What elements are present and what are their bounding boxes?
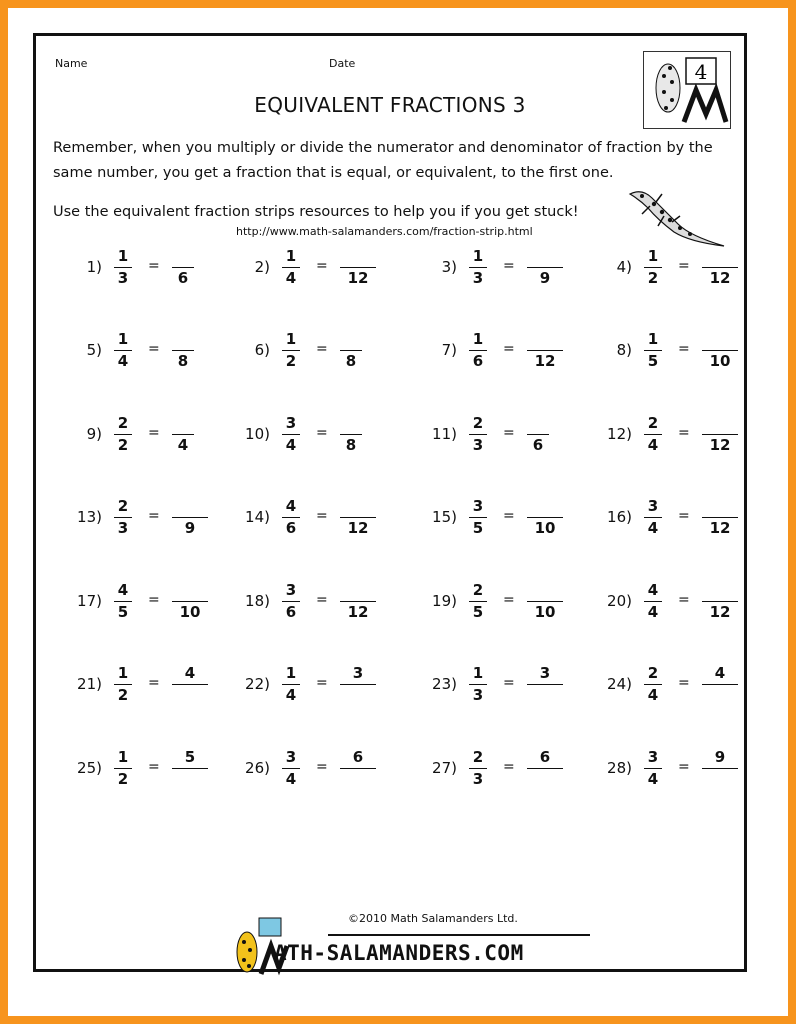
given-denominator: 5: [647, 352, 659, 370]
answer-fraction[interactable]: [527, 329, 563, 372]
answer-numerator[interactable]: [702, 246, 738, 267]
answer-numerator[interactable]: [340, 496, 376, 517]
given-fraction: [280, 413, 302, 456]
equals-sign: =: [148, 425, 160, 441]
answer-numerator[interactable]: [340, 329, 362, 350]
equals-sign: =: [503, 258, 515, 274]
answer-fraction[interactable]: [340, 580, 376, 623]
answer-numerator[interactable]: 6: [539, 748, 551, 766]
equals-sign: =: [678, 675, 690, 691]
instruction-line-1: Remember, when you multiply or divide the numerator and denominator of fraction by the: [53, 140, 713, 156]
given-fraction: [642, 580, 664, 623]
given-denominator: 2: [285, 352, 297, 370]
equals-sign: =: [316, 508, 328, 524]
answer-fraction[interactable]: [527, 663, 563, 706]
answer-fraction[interactable]: [702, 580, 738, 623]
problem-item: [204, 496, 374, 546]
given-numerator: 1: [117, 748, 129, 766]
given-fraction: [280, 246, 302, 289]
problem-item: [36, 413, 206, 463]
given-numerator: 1: [472, 664, 484, 682]
answer-fraction[interactable]: [527, 747, 563, 790]
problem-number: 25): [77, 759, 102, 777]
given-fraction: [467, 580, 489, 623]
problem-number: 7): [441, 341, 457, 359]
problem-item: [36, 747, 206, 797]
problem-number: 22): [245, 675, 270, 693]
given-fraction: [280, 747, 302, 790]
given-fraction: [280, 580, 302, 623]
equals-sign: =: [678, 425, 690, 441]
problem-item: [566, 413, 736, 463]
given-denominator: 4: [647, 770, 659, 788]
answer-fraction[interactable]: [340, 663, 376, 706]
answer-denominator[interactable]: [527, 769, 563, 790]
answer-fraction[interactable]: [340, 747, 376, 790]
date-label: Date: [329, 57, 356, 70]
problem-item: [204, 663, 374, 713]
answer-fraction[interactable]: [527, 246, 563, 289]
problem-item: [566, 747, 736, 797]
name-label: Name: [55, 57, 88, 70]
given-fraction: [642, 496, 664, 539]
given-numerator: 4: [117, 581, 129, 599]
answer-numerator[interactable]: [172, 246, 194, 267]
given-numerator: 1: [285, 330, 297, 348]
equals-sign: =: [316, 675, 328, 691]
problem-item: [36, 246, 206, 296]
answer-numerator[interactable]: [527, 329, 563, 350]
problem-item: [391, 329, 561, 379]
given-denominator: 3: [117, 519, 129, 537]
given-fraction: [280, 496, 302, 539]
given-numerator: 1: [472, 330, 484, 348]
given-numerator: 3: [285, 414, 297, 432]
answer-fraction[interactable]: [172, 663, 208, 706]
equals-sign: =: [148, 341, 160, 357]
equals-sign: =: [148, 759, 160, 775]
problem-number: 20): [607, 592, 632, 610]
given-fraction: [112, 329, 134, 372]
given-fraction: [467, 329, 489, 372]
given-denominator: 4: [117, 352, 129, 370]
given-numerator: 2: [647, 664, 659, 682]
answer-fraction[interactable]: [702, 413, 738, 456]
answer-fraction[interactable]: [702, 496, 738, 539]
problem-number: 17): [77, 592, 102, 610]
answer-numerator[interactable]: 9: [714, 748, 726, 766]
problem-item: [391, 413, 561, 463]
given-denominator: 5: [472, 519, 484, 537]
answer-denominator[interactable]: 10: [534, 603, 556, 621]
given-denominator: 6: [472, 352, 484, 370]
problem-number: 13): [77, 508, 102, 526]
problem-item: [391, 496, 561, 546]
answer-fraction[interactable]: [702, 246, 738, 289]
answer-fraction[interactable]: [527, 413, 549, 456]
answer-fraction[interactable]: [702, 663, 738, 706]
given-numerator: 2: [117, 497, 129, 515]
answer-numerator[interactable]: [527, 496, 563, 517]
problem-item: [36, 329, 206, 379]
answer-fraction[interactable]: [172, 413, 194, 456]
equals-sign: =: [148, 258, 160, 274]
problem-number: 21): [77, 675, 102, 693]
footer-divider: [328, 934, 590, 936]
answer-fraction[interactable]: [340, 413, 362, 456]
given-fraction: [467, 496, 489, 539]
answer-fraction[interactable]: [702, 329, 738, 372]
equals-sign: =: [316, 341, 328, 357]
answer-denominator[interactable]: [702, 685, 738, 706]
answer-denominator[interactable]: 9: [184, 519, 196, 537]
given-denominator: 5: [117, 603, 129, 621]
problem-item: [566, 580, 736, 630]
answer-denominator[interactable]: [172, 685, 208, 706]
answer-numerator[interactable]: [702, 329, 738, 350]
equals-sign: =: [316, 425, 328, 441]
problem-item: [36, 496, 206, 546]
given-denominator: 4: [285, 269, 297, 287]
answer-numerator[interactable]: [527, 580, 563, 601]
given-fraction: [642, 329, 664, 372]
answer-denominator[interactable]: 12: [347, 603, 369, 621]
answer-denominator[interactable]: 8: [345, 352, 357, 370]
given-denominator: 2: [117, 770, 129, 788]
given-denominator: 3: [472, 686, 484, 704]
answer-denominator[interactable]: [340, 769, 376, 790]
problem-item: [36, 580, 206, 630]
answer-denominator[interactable]: 9: [539, 269, 551, 287]
salamander-icon: [628, 186, 728, 250]
salamander-logo-badge: [643, 51, 731, 129]
given-denominator: 4: [285, 770, 297, 788]
answer-numerator[interactable]: [172, 413, 194, 434]
given-fraction: [112, 663, 134, 706]
given-denominator: 3: [472, 436, 484, 454]
problem-number: 6): [254, 341, 270, 359]
equals-sign: =: [148, 675, 160, 691]
answer-fraction[interactable]: [340, 496, 376, 539]
answer-numerator[interactable]: 3: [539, 664, 551, 682]
problem-item: [566, 663, 736, 713]
problem-item: [566, 246, 736, 296]
given-denominator: 2: [647, 269, 659, 287]
problem-number: 19): [432, 592, 457, 610]
given-fraction: [112, 580, 134, 623]
problem-item: [204, 413, 374, 463]
given-numerator: 3: [647, 748, 659, 766]
problem-number: 14): [245, 508, 270, 526]
problem-number: 11): [432, 425, 457, 443]
answer-numerator[interactable]: 6: [352, 748, 364, 766]
equals-sign: =: [148, 508, 160, 524]
problem-number: 4): [616, 258, 632, 276]
given-fraction: [112, 413, 134, 456]
given-fraction: [642, 246, 664, 289]
badge-number: 4: [694, 60, 708, 84]
answer-denominator[interactable]: 12: [709, 519, 731, 537]
given-numerator: 1: [285, 247, 297, 265]
answer-fraction[interactable]: [340, 246, 376, 289]
answer-numerator[interactable]: 5: [184, 748, 196, 766]
given-denominator: 5: [472, 603, 484, 621]
given-numerator: 3: [647, 497, 659, 515]
problem-number: 2): [254, 258, 270, 276]
answer-denominator[interactable]: 12: [347, 519, 369, 537]
problem-item: [204, 329, 374, 379]
answer-numerator[interactable]: [702, 413, 738, 434]
equals-sign: =: [316, 258, 328, 274]
given-fraction: [642, 413, 664, 456]
given-denominator: 4: [285, 436, 297, 454]
given-fraction: [280, 329, 302, 372]
answer-denominator[interactable]: 8: [345, 436, 357, 454]
given-numerator: 2: [472, 581, 484, 599]
equals-sign: =: [316, 759, 328, 775]
answer-denominator[interactable]: 12: [347, 269, 369, 287]
salamander-logo-icon: [644, 52, 730, 128]
problem-number: 10): [245, 425, 270, 443]
answer-numerator[interactable]: [340, 580, 376, 601]
problem-number: 28): [607, 759, 632, 777]
given-denominator: 6: [285, 519, 297, 537]
answer-fraction[interactable]: [527, 580, 563, 623]
page-title: EQUIVALENT FRACTIONS 3: [254, 93, 526, 117]
answer-fraction[interactable]: [172, 580, 208, 623]
problem-item: [566, 329, 736, 379]
given-fraction: [642, 747, 664, 790]
given-numerator: 2: [472, 748, 484, 766]
answer-denominator[interactable]: 10: [179, 603, 201, 621]
answer-fraction[interactable]: [172, 246, 194, 289]
problem-number: 16): [607, 508, 632, 526]
answer-fraction[interactable]: [527, 496, 563, 539]
given-denominator: 4: [647, 603, 659, 621]
given-numerator: 1: [117, 330, 129, 348]
given-fraction: [467, 747, 489, 790]
answer-denominator[interactable]: 12: [534, 352, 556, 370]
given-numerator: 2: [472, 414, 484, 432]
equals-sign: =: [503, 675, 515, 691]
equals-sign: =: [678, 341, 690, 357]
given-denominator: 4: [285, 686, 297, 704]
problem-number: 23): [432, 675, 457, 693]
problem-number: 3): [441, 258, 457, 276]
given-numerator: 1: [117, 247, 129, 265]
given-denominator: 4: [647, 519, 659, 537]
given-denominator: 4: [647, 686, 659, 704]
problem-item: [391, 663, 561, 713]
given-fraction: [467, 413, 489, 456]
problem-item: [391, 580, 561, 630]
equals-sign: =: [678, 592, 690, 608]
answer-numerator[interactable]: [702, 496, 738, 517]
answer-fraction[interactable]: [172, 329, 194, 372]
given-fraction: [642, 663, 664, 706]
equals-sign: =: [503, 592, 515, 608]
answer-numerator[interactable]: [340, 246, 376, 267]
given-numerator: 2: [647, 414, 659, 432]
problem-number: 5): [86, 341, 102, 359]
answer-fraction[interactable]: [340, 329, 362, 372]
problem-number: 18): [245, 592, 270, 610]
given-numerator: 1: [472, 247, 484, 265]
given-denominator: 3: [117, 269, 129, 287]
equals-sign: =: [316, 592, 328, 608]
problem-number: 9): [86, 425, 102, 443]
answer-numerator[interactable]: [172, 580, 208, 601]
given-fraction: [280, 663, 302, 706]
given-fraction: [112, 747, 134, 790]
answer-denominator[interactable]: 4: [177, 436, 189, 454]
equals-sign: =: [148, 592, 160, 608]
problem-number: 15): [432, 508, 457, 526]
given-denominator: 2: [117, 686, 129, 704]
answer-numerator[interactable]: [340, 413, 362, 434]
problem-number: 24): [607, 675, 632, 693]
given-numerator: 1: [647, 330, 659, 348]
given-numerator: 3: [285, 581, 297, 599]
problem-item: [204, 246, 374, 296]
given-denominator: 4: [647, 436, 659, 454]
given-denominator: 2: [117, 436, 129, 454]
answer-denominator[interactable]: 6: [532, 436, 544, 454]
given-numerator: 1: [117, 664, 129, 682]
given-numerator: 3: [285, 748, 297, 766]
problem-item: [204, 747, 374, 797]
answer-fraction[interactable]: [172, 496, 208, 539]
given-numerator: 1: [285, 664, 297, 682]
equals-sign: =: [503, 425, 515, 441]
given-fraction: [112, 246, 134, 289]
given-denominator: 3: [472, 269, 484, 287]
answer-numerator[interactable]: 4: [714, 664, 726, 682]
copyright-text: ©2010 Math Salamanders Ltd.: [348, 912, 518, 925]
answer-denominator[interactable]: 12: [709, 603, 731, 621]
answer-denominator[interactable]: 8: [177, 352, 189, 370]
given-numerator: 2: [117, 414, 129, 432]
answer-numerator[interactable]: [527, 246, 563, 267]
answer-denominator[interactable]: 10: [534, 519, 556, 537]
instruction-line-3: Use the equivalent fraction strips resources to help you if you get stuck!: [53, 204, 579, 220]
given-denominator: 3: [472, 770, 484, 788]
equals-sign: =: [678, 258, 690, 274]
given-numerator: 4: [647, 581, 659, 599]
problem-number: 8): [616, 341, 632, 359]
given-numerator: 1: [647, 247, 659, 265]
given-fraction: [467, 246, 489, 289]
answer-fraction[interactable]: [172, 747, 208, 790]
problem-number: 26): [245, 759, 270, 777]
problem-number: 27): [432, 759, 457, 777]
given-numerator: 4: [285, 497, 297, 515]
given-fraction: [112, 496, 134, 539]
worksheet: [33, 33, 747, 972]
answer-denominator[interactable]: 10: [709, 352, 731, 370]
given-numerator: 3: [472, 497, 484, 515]
fraction-strip-link[interactable]: http://www.math-salamanders.com/fraction-strip.html: [236, 225, 533, 238]
answer-numerator[interactable]: [527, 413, 549, 434]
answer-denominator[interactable]: 12: [709, 269, 731, 287]
equals-sign: =: [678, 759, 690, 775]
brand-wordmark: ATH-SALAMANDERS.COM: [274, 941, 524, 965]
problem-item: [566, 496, 736, 546]
given-fraction: [467, 663, 489, 706]
answer-numerator[interactable]: [172, 496, 208, 517]
answer-denominator[interactable]: [172, 769, 208, 790]
answer-denominator[interactable]: 6: [177, 269, 189, 287]
problem-number: 12): [607, 425, 632, 443]
answer-denominator[interactable]: [702, 769, 738, 790]
equals-sign: =: [678, 508, 690, 524]
equals-sign: =: [503, 341, 515, 357]
problem-number: 1): [86, 258, 102, 276]
answer-denominator[interactable]: 12: [709, 436, 731, 454]
answer-denominator[interactable]: [340, 685, 376, 706]
answer-numerator[interactable]: [172, 329, 194, 350]
equals-sign: =: [503, 508, 515, 524]
given-denominator: 6: [285, 603, 297, 621]
problem-item: [204, 580, 374, 630]
equals-sign: =: [503, 759, 515, 775]
answer-fraction[interactable]: [702, 747, 738, 790]
problem-item: [36, 663, 206, 713]
answer-denominator[interactable]: [527, 685, 563, 706]
problem-item: [391, 747, 561, 797]
answer-numerator[interactable]: [702, 580, 738, 601]
instruction-line-2: same number, you get a fraction that is equal, or equivalent, to the first one.: [53, 165, 614, 181]
problem-item: [391, 246, 561, 296]
answer-numerator[interactable]: 4: [184, 664, 196, 682]
answer-numerator[interactable]: 3: [352, 664, 364, 682]
